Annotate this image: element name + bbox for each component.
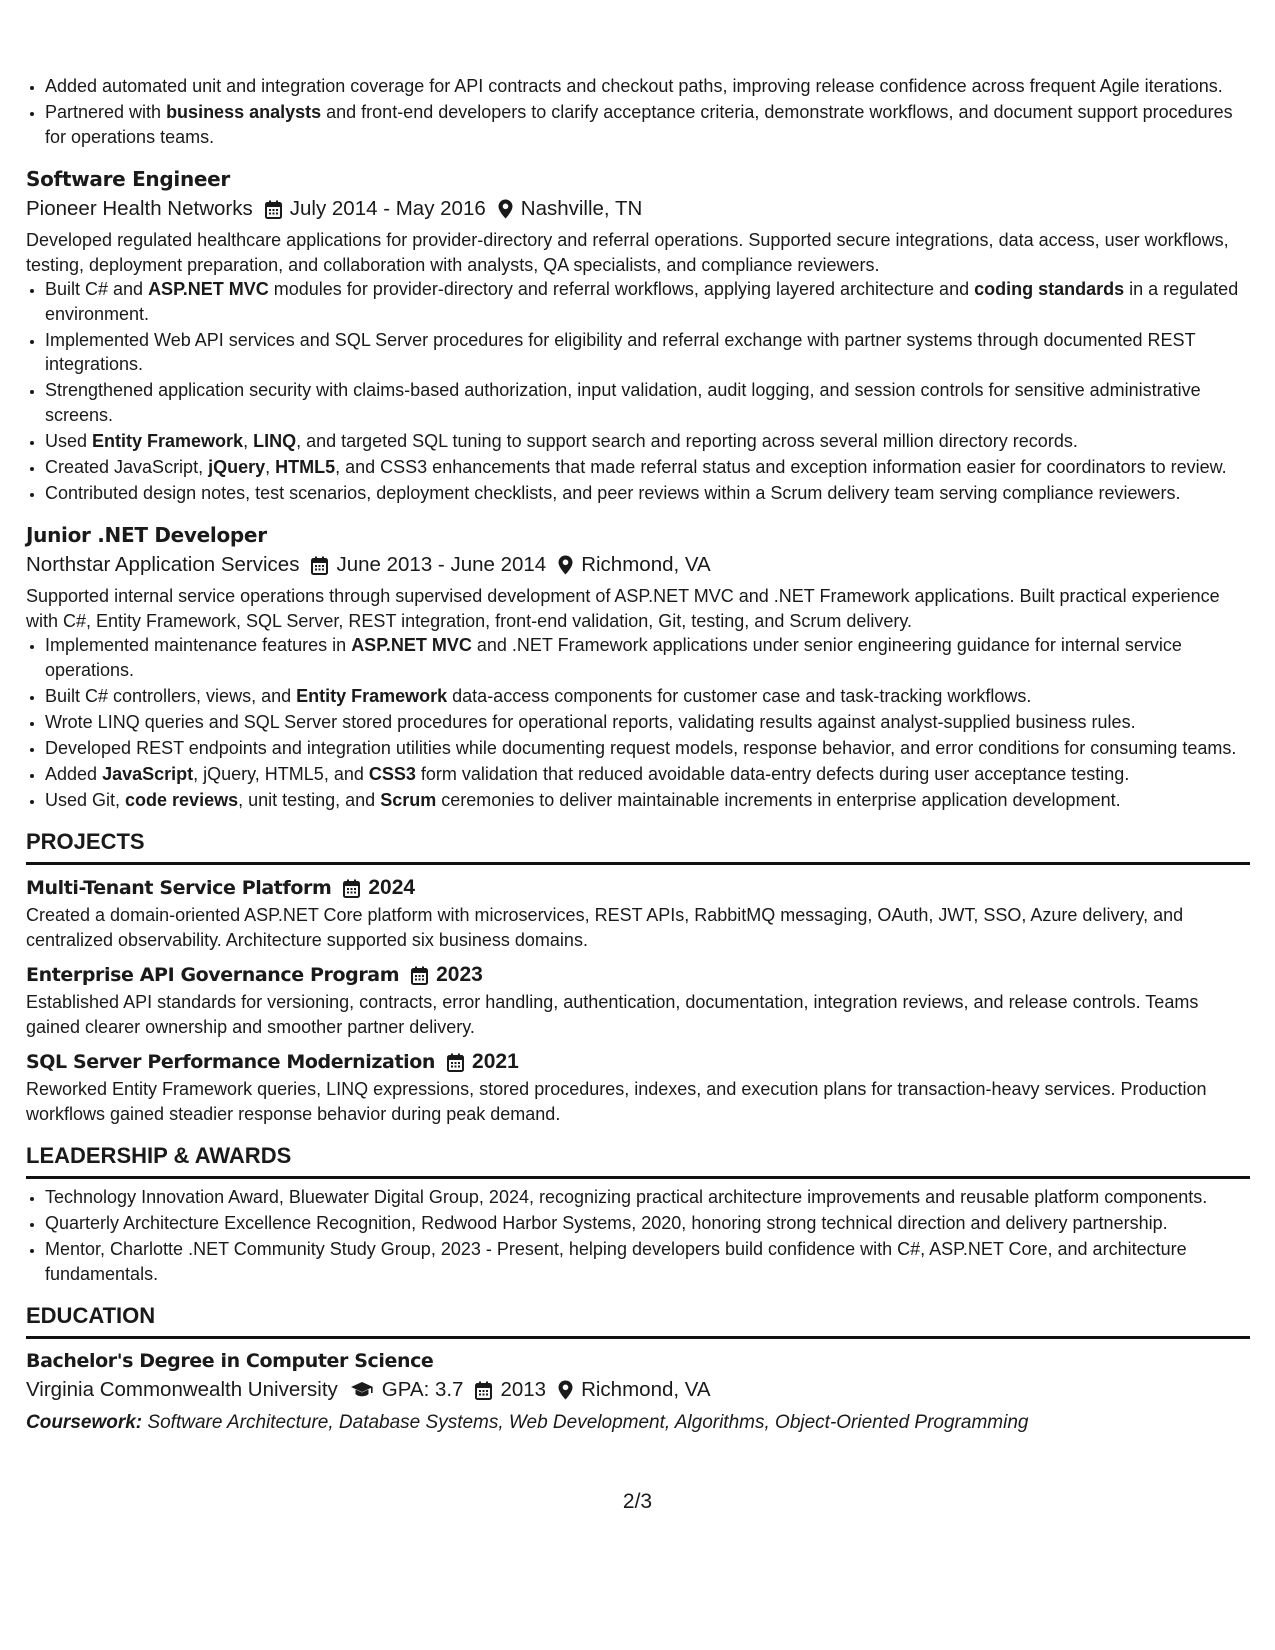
bullet-item — [45, 684, 1250, 709]
education-meta — [26, 1375, 1250, 1405]
bullet-text: and .NET Framework applications under senior engineering guidance for internal service operations. — [45, 635, 1182, 680]
bullet-text: , — [265, 456, 276, 477]
bullet-item — [45, 455, 1250, 480]
bullet-item — [45, 378, 1250, 427]
bullet-item — [45, 762, 1250, 787]
map-pin-icon — [498, 199, 513, 219]
bullet-item — [45, 328, 1250, 377]
bullet-item — [45, 481, 1250, 506]
bold-keyword: jQuery — [208, 456, 266, 477]
projects-list — [26, 874, 1250, 1126]
project-entry — [26, 961, 1250, 1039]
job-summary: Developed regulated healthcare applications for provider-directory and referral operations. Supported secure integrations, data access, user workflows, testing, deployment preparation, and collaboration with analysts, QA specialists, and compliance reviewers. — [26, 230, 1229, 275]
job-location: Richmond, VA — [581, 553, 711, 576]
project-description: Created a domain-oriented ASP.NET Core platform with microservices, REST APIs, RabbitMQ messaging, OAuth, JWT, SSO, Azure delivery, and centralized observability. Architecture supported six business domains. — [26, 905, 1184, 950]
degree-title: Bachelor's Degree in Computer Science — [26, 1350, 434, 1372]
project-year: 2021 — [472, 1050, 519, 1073]
job-location: Nashville, TN — [520, 197, 643, 220]
bold-keyword: code reviews — [125, 789, 239, 810]
job-summary: Supported internal service operations through supervised development of ASP.NET MVC and .NET Framework applications. Built practical experience with C#, Entity Framework, SQL Server, REST integration, front-end validation, Git, testing, and Scrum delivery. — [26, 586, 1220, 631]
bullet-item — [45, 788, 1250, 813]
bullet-text: Strengthened application security with claims-based authorization, input validation, audit logging, and session controls for sensitive administrative screens. — [45, 380, 1201, 425]
job-title: Junior .NET Developer — [26, 523, 267, 547]
experience-roles — [26, 164, 1250, 812]
bullet-text: Used Git, — [45, 789, 126, 810]
page-number: 2/3 — [622, 1490, 653, 1513]
education-section — [26, 1302, 1250, 1437]
bullet-text: Added automated unit and integration coverage for API contracts and checkout paths, improving release confidence across frequent Agile iterations. — [45, 76, 1223, 96]
project-year: 2023 — [436, 963, 483, 986]
leadership-heading: LEADERSHIP & AWARDS — [26, 1142, 1250, 1179]
school-name: Virginia Commonwealth University — [26, 1378, 338, 1401]
company-name: Pioneer Health Networks — [26, 197, 253, 220]
bullet-text: , and CSS3 enhancements that made referral status and exception information easier for coordinators to review. — [335, 456, 1227, 477]
bullet-text: Contributed design notes, test scenarios, deployment checklists, and peer reviews within a Scrum delivery team serving compliance reviewers. — [45, 482, 1181, 503]
job-title: Software Engineer — [26, 167, 230, 191]
map-pin-icon — [558, 555, 573, 575]
bullet-text: Created JavaScript, — [45, 456, 209, 477]
bullet-text: , jQuery, HTML5, and — [193, 763, 369, 784]
bold-keyword: Entity Framework — [296, 685, 448, 706]
project-description: Established API standards for versioning, contracts, error handling, authentication, documentation, integration reviews, and release controls. Teams gained clearer ownership and smoother partner delivery. — [26, 992, 1199, 1037]
calendar-icon — [311, 556, 328, 575]
project-title: SQL Server Performance Modernization — [26, 1051, 436, 1073]
calendar-icon — [265, 200, 282, 219]
previous-role-bullets — [26, 74, 1250, 149]
coursework — [26, 1409, 1250, 1437]
school-location: Richmond, VA — [581, 1378, 711, 1401]
education-heading: EDUCATION — [26, 1302, 1250, 1339]
resume-page — [26, 74, 1250, 1437]
experience-entry — [26, 164, 1250, 505]
award-item: • Technology Innovation Award, Bluewater Digital Group, 2024, recognizing practical architecture improvements and reusable platform components. — [45, 1185, 1250, 1210]
projects-heading: PROJECTS — [26, 828, 1250, 865]
bullet-item — [45, 277, 1250, 326]
calendar-icon — [411, 966, 428, 985]
calendar-icon — [475, 1381, 492, 1400]
bold-keyword: business analysts — [166, 102, 322, 122]
bullet-text: Used — [45, 430, 93, 451]
project-header — [26, 961, 1250, 989]
project-title: Multi-Tenant Service Platform — [26, 877, 332, 899]
bullet-text: Developed REST endpoints and integration utilities while documenting request models, response behavior, and error conditions for consuming teams. — [45, 737, 1237, 758]
leadership-section — [26, 1142, 1250, 1286]
bullet-text: Built C# controllers, views, and — [45, 685, 297, 706]
experience-entry — [26, 520, 1250, 812]
award-item: • Mentor, Charlotte .NET Community Study Group, 2023 - Present, helping developers build confidence with C#, ASP.NET Core, and architecture fundamentals. — [45, 1237, 1250, 1286]
bold-keyword: Entity Framework — [92, 430, 244, 451]
job-meta — [26, 550, 1250, 580]
bold-keyword: ASP.NET MVC — [148, 279, 269, 299]
bullet-text: , and targeted SQL tuning to support search and reporting across several million directory records. — [296, 430, 1078, 451]
project-entry — [26, 874, 1250, 952]
graduation-year: 2013 — [500, 1378, 547, 1401]
bold-keyword: HTML5 — [275, 456, 336, 477]
bullet-item — [45, 736, 1250, 761]
job-bullets — [26, 633, 1250, 812]
calendar-icon — [343, 879, 360, 898]
project-header — [26, 874, 1250, 902]
award-item: • Quarterly Architecture Excellence Recognition, Redwood Harbor Systems, 2020, honoring strong technical direction and delivery partnership. — [45, 1211, 1250, 1236]
bullet-text: ceremonies to deliver maintainable increments in enterprise application development. — [436, 789, 1121, 810]
project-title: Enterprise API Governance Program — [26, 964, 400, 986]
coursework-list: Software Architecture, Database Systems, Web Development, Algorithms, Object-Oriented Programming — [147, 1412, 1029, 1433]
bullet-item — [45, 429, 1250, 454]
bullet-item — [45, 633, 1250, 682]
project-header — [26, 1048, 1250, 1076]
bullet-text: and front-end developers to clarify acceptance criteria, demonstrate workflows, and document support procedures for operations teams. — [45, 102, 1233, 147]
bold-keyword: LINQ — [253, 430, 297, 451]
bullet-text: in a regulated environment. — [45, 279, 1239, 324]
bullet-text: , — [243, 430, 254, 451]
bullet-item — [45, 74, 1250, 99]
bullet-text: Built C# and — [45, 279, 149, 299]
bullet-text: modules for provider-directory and referral workflows, applying layered architecture and — [268, 279, 975, 299]
bullet-text: data-access components for customer case and task-tracking workflows. — [447, 685, 1032, 706]
leadership-list — [26, 1185, 1250, 1286]
bullet-text: Implemented maintenance features in — [45, 635, 352, 655]
bold-keyword: JavaScript — [102, 763, 194, 784]
project-year: 2024 — [368, 876, 416, 899]
bullet-text: Partnered with — [45, 102, 167, 122]
job-bullets — [26, 277, 1250, 505]
bold-keyword: ASP.NET MVC — [351, 635, 472, 655]
project-entry — [26, 1048, 1250, 1126]
bullet-text: Added — [45, 763, 103, 784]
project-description: Reworked Entity Framework queries, LINQ expressions, stored procedures, indexes, and execution plans for transaction-heavy services. Production workflows gained steadier response behavior during peak demand. — [26, 1079, 1207, 1124]
bullet-item — [45, 710, 1250, 735]
gpa: GPA: 3.7 — [381, 1378, 464, 1401]
company-name: Northstar Application Services — [26, 553, 300, 576]
coursework-label: Coursework: — [26, 1412, 143, 1433]
job-dates: June 2013 - June 2014 — [336, 553, 547, 576]
bold-keyword: coding standards — [974, 279, 1125, 299]
job-dates: July 2014 - May 2016 — [289, 197, 486, 220]
calendar-icon — [447, 1053, 464, 1072]
bullet-text: Implemented Web API services and SQL Server procedures for eligibility and referral exchange with partner systems through documented REST integrations. — [45, 329, 1196, 374]
graduation-cap-icon — [350, 1381, 374, 1399]
bullet-item — [45, 100, 1250, 149]
job-meta — [26, 194, 1250, 224]
projects-section — [26, 828, 1250, 1126]
bold-keyword: Scrum — [380, 789, 437, 810]
map-pin-icon — [558, 1380, 573, 1400]
bullet-text: form validation that reduced avoidable data-entry defects during user acceptance testing. — [415, 763, 1130, 784]
bold-keyword: CSS3 — [368, 763, 416, 784]
bullet-text: , unit testing, and — [238, 789, 381, 810]
bullet-text: Wrote LINQ queries and SQL Server stored procedures for operational reports, validating results against analyst-supplied business rules. — [45, 711, 1136, 732]
